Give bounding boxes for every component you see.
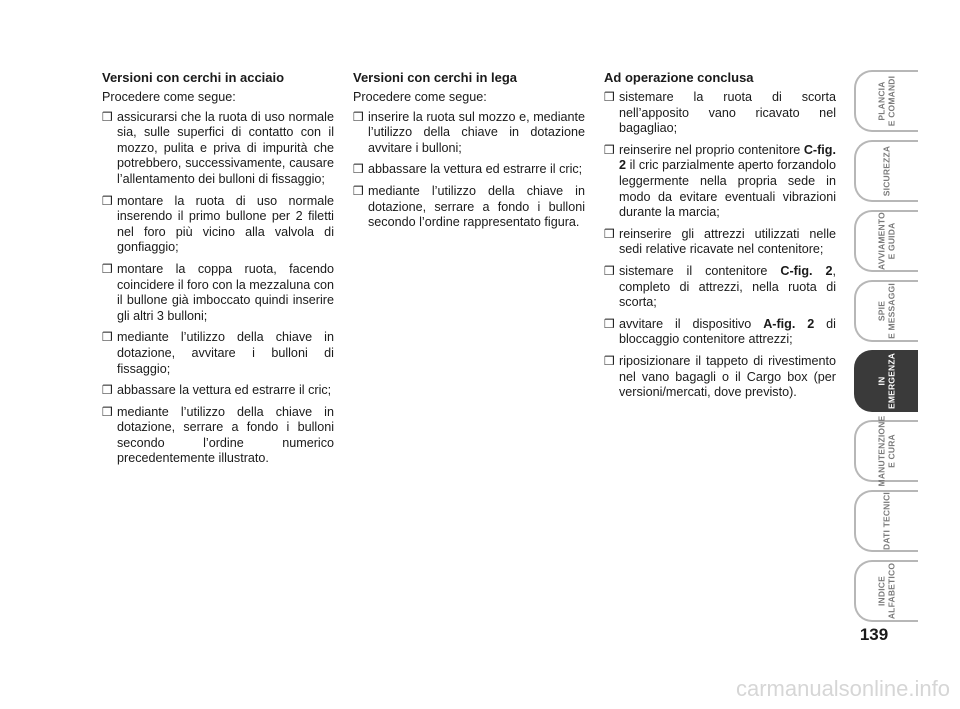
list-item <box>604 143 836 221</box>
tab-label: INDICE ALFABETICO <box>876 562 896 620</box>
list-item <box>353 162 585 178</box>
tab-label: PLANCIA E COMANDI <box>876 75 896 127</box>
list-item-text: sistemare la ruota di scorta nell’apposito vano ricavato nel bagagliao; <box>619 90 836 136</box>
list-item <box>604 354 836 401</box>
list-item-text: mediante l’utilizzo della chiave in dotazione, serrare a fondo i bulloni secondo l’ordine numerico precedentemente illustrato. <box>117 404 334 466</box>
list-item <box>102 194 334 256</box>
text-column-operation-completed <box>604 70 836 407</box>
text-column-steel-rims <box>102 70 334 473</box>
list-item <box>604 264 836 311</box>
section-intro: Procedere come segue: <box>102 90 236 104</box>
list-item-text: di bloccaggio contenitore attrezzi; <box>619 316 836 347</box>
list-item-text: sistemare il contenitore <box>619 263 781 278</box>
page-number: 139 <box>859 625 889 644</box>
tab-avviamento-e-guida[interactable] <box>854 210 918 272</box>
checkbox-bullet-icon: ❒ <box>353 162 364 177</box>
tab-in-emergenza[interactable] <box>854 350 918 412</box>
list-item-text: inserire la ruota sul mozzo e, mediante l’utilizzo della chiave in dotazione avvitare i bulloni; <box>368 109 585 155</box>
tab-spie-e-messaggi[interactable] <box>854 280 918 342</box>
text-column-alloy-rims <box>353 70 585 237</box>
list-item-text: , completo di attrezzi, nella ruota di scorta; <box>619 263 836 310</box>
tab-label: DATI TECNICI <box>881 492 892 550</box>
list-item-text: avvitare il dispositivo <box>619 316 764 331</box>
instruction-list <box>604 90 836 401</box>
section-intro: Procedere come segue: <box>353 90 487 104</box>
section-heading: Versioni con cerchi in lega <box>353 70 518 85</box>
checkbox-bullet-icon: ❒ <box>102 330 113 345</box>
section-heading: Ad operazione conclusa <box>604 70 754 85</box>
checkbox-bullet-icon: ❒ <box>604 142 615 157</box>
list-item-text: abbassare la vettura ed estrarre il cric; <box>117 383 332 398</box>
list-item <box>102 383 334 399</box>
tab-label: SPIE E MESSAGGI <box>876 283 896 339</box>
list-item-text: reinserire gli attrezzi utilizzati nelle sedi relative ricavate nel contenitore; <box>619 226 836 257</box>
list-item <box>102 405 334 467</box>
checkbox-bullet-icon: ❒ <box>604 226 615 241</box>
figure-reference: A-fig. 2 <box>763 316 815 331</box>
list-item-text: riposizionare il tappeto di rivestimento nel vano bagagli o il Cargo box (per versioni/mercati, dove previsto). <box>619 353 836 400</box>
figure-reference: C-fig. 2 <box>619 142 836 173</box>
list-item <box>102 330 334 377</box>
list-item <box>353 110 585 157</box>
checkbox-bullet-icon: ❒ <box>604 263 615 278</box>
list-item <box>604 317 836 348</box>
list-item <box>102 262 334 324</box>
checkbox-bullet-icon: ❒ <box>604 90 615 104</box>
list-item <box>604 90 836 137</box>
section-heading: Versioni con cerchi in acciaio <box>102 70 285 85</box>
tab-label: MANUTENZIONE E CURA <box>876 415 896 487</box>
tab-label: SICUREZZA <box>881 145 892 197</box>
list-item <box>604 227 836 258</box>
tab-manutenzione-e-cura[interactable] <box>854 415 918 487</box>
checkbox-bullet-icon: ❒ <box>353 183 364 198</box>
list-item-text: abbassare la vettura ed estrarre il cric; <box>368 162 583 177</box>
list-item-text: montare la coppa ruota, facendo coincidere il foro con la mezzaluna con il bullone già imboccato quindi inserire gli altri 3 bulloni; <box>117 261 335 323</box>
list-item <box>102 110 334 188</box>
tab-label: IN EMERGENZA <box>876 352 896 410</box>
list-item-text: mediante l’utilizzo della chiave in dotazione, serrare a fondo i bulloni secondo l’ordine rappresentato figura. <box>368 183 585 230</box>
checkbox-bullet-icon: ❒ <box>353 109 364 124</box>
tab-plancia-e-comandi[interactable] <box>854 70 918 132</box>
checkbox-bullet-icon: ❒ <box>102 193 113 208</box>
list-item <box>353 184 585 231</box>
figure-reference: C-fig. 2 <box>780 263 833 278</box>
tab-dati-tecnici[interactable] <box>854 490 918 552</box>
checkbox-bullet-icon: ❒ <box>102 109 113 124</box>
checkbox-bullet-icon: ❒ <box>604 353 615 368</box>
instruction-list <box>102 110 334 467</box>
list-item-text: assicurarsi che la ruota di uso normale sia, sulle superfici di contatto con il mozzo, pulita e priva di impurità che potrebbero, successivamente, causare l’allentamento dei bulloni di fissaggio; <box>117 109 334 186</box>
checkbox-bullet-icon: ❒ <box>102 404 113 419</box>
tab-sicurezza[interactable] <box>854 140 918 202</box>
watermark: carmanualsonline.info <box>735 676 950 701</box>
checkbox-bullet-icon: ❒ <box>604 316 615 331</box>
tab-label: AVVIAMENTO E GUIDA <box>876 212 896 270</box>
list-item-text: montare la ruota di uso normale inserendo il primo bullone per 2 filetti nel foro più vicino alla valvola di gonfiaggio; <box>117 193 334 255</box>
instruction-list <box>353 110 585 231</box>
list-item-text: mediante l’utilizzo della chiave in dotazione, avvitare i bulloni di fissaggio; <box>117 330 334 376</box>
checkbox-bullet-icon: ❒ <box>102 383 113 398</box>
checkbox-bullet-icon: ❒ <box>102 261 113 276</box>
tab-indice-alfabetico[interactable] <box>854 560 918 622</box>
list-item-text: il cric parzialmente aperto forzandolo leggermente nella propria sede in modo da evitare eventuali vibrazioni durante la marcia; <box>619 158 836 220</box>
list-item-text: reinserire nel proprio contenitore <box>619 142 804 157</box>
